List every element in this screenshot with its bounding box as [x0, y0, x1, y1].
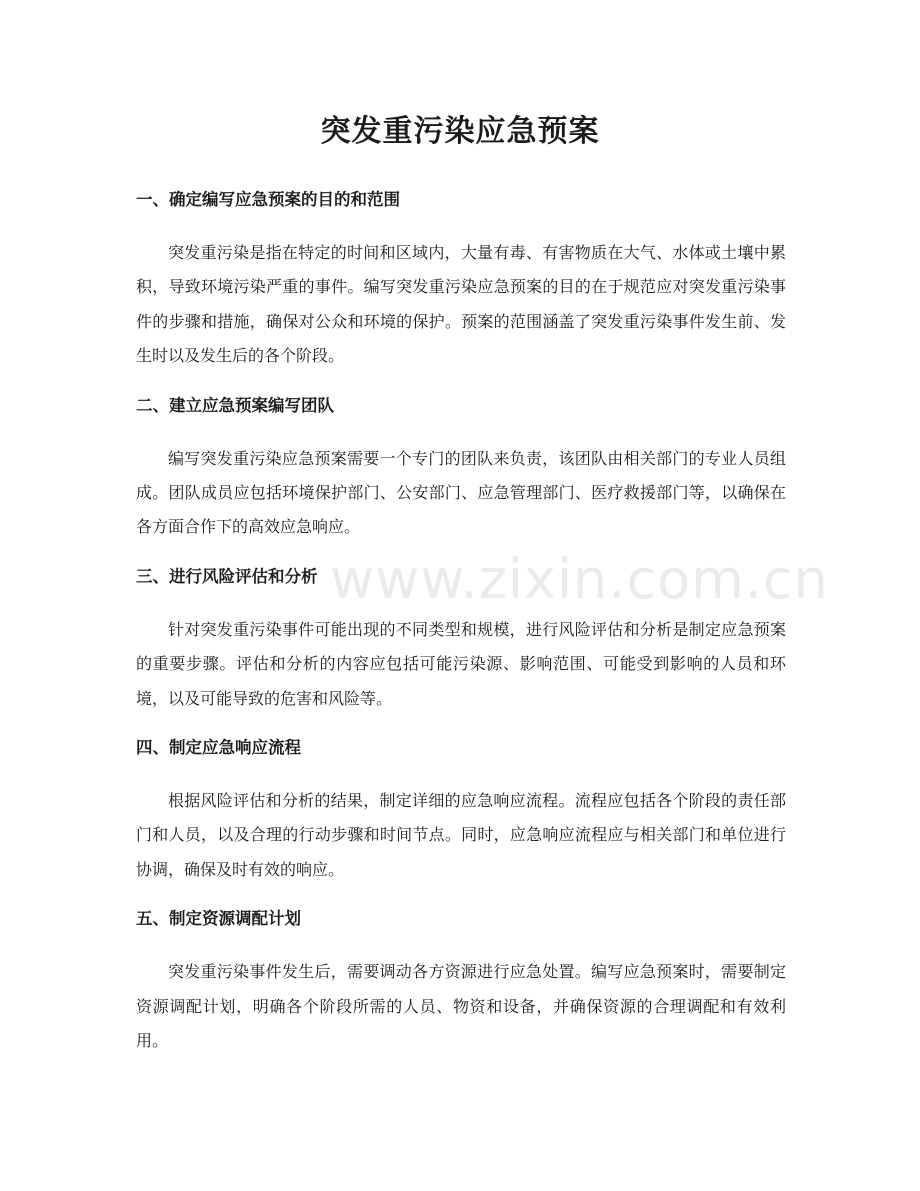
- section-paragraph: 编写突发重污染应急预案需要一个专门的团队来负责，该团队由相关部门的专业人员组成。团队成员应包括环境保护部门、公安部门、应急管理部门、医疗救援部门等，以确保在各方面合作下的高效应急响应。: [136, 448, 786, 537]
- section-5: [136, 901, 786, 1058]
- section-paragraph: 根据风险评估和分析的结果，制定详细的应急响应流程。流程应包括各个阶段的责任部门和人员，以及合理的行动步骤和时间节点。同时，应急响应流程应与相关部门和单位进行协调，确保及时有效的响应。: [136, 791, 786, 879]
- document-body: [136, 182, 786, 1073]
- section-1: [136, 182, 786, 374]
- watermark: www.zixin.com.cn: [330, 548, 829, 611]
- section-paragraph: 突发重污染事件发生后，需要调动各方资源进行应急处置。编写应急预案时，需要制定资源调配计划，明确各个阶段所需的人员、物资和设备，并确保资源的合理调配和有效利用。: [136, 962, 786, 1051]
- document-title: 突发重污染应急预案: [320, 114, 600, 149]
- section-heading: 四、制定应急响应流程: [136, 738, 301, 758]
- section-4: [136, 730, 786, 887]
- section-heading: 一、确定编写应急预案的目的和范围: [136, 190, 400, 209]
- section-2: [136, 388, 786, 545]
- section-heading: 二、建立应急预案编写团队: [136, 395, 334, 415]
- section-3: [136, 559, 786, 716]
- section-heading: 五、制定资源调配计划: [136, 909, 301, 929]
- section-paragraph: 针对突发重污染事件可能出现的不同类型和规模，进行风险评估和分析是制定应急预案的重要步骤。评估和分析的内容应包括可能污染源、影响范围、可能受到影响的人员和环境，以及可能导致的危害和风险等。: [136, 619, 786, 708]
- section-heading: 三、进行风险评估和分析: [136, 566, 318, 586]
- section-paragraph: 突发重污染是指在特定的时间和区域内，大量有毒、有害物质在大气、水体或土壤中累积，导致环境污染严重的事件。编写突发重污染应急预案的目的在于规范应对突发重污染事件的步骤和措施，确保对公众和环境的保护。预案的范围涵盖了突发重污染事件发生前、发生时以及发生后的各个阶段。: [136, 243, 786, 366]
